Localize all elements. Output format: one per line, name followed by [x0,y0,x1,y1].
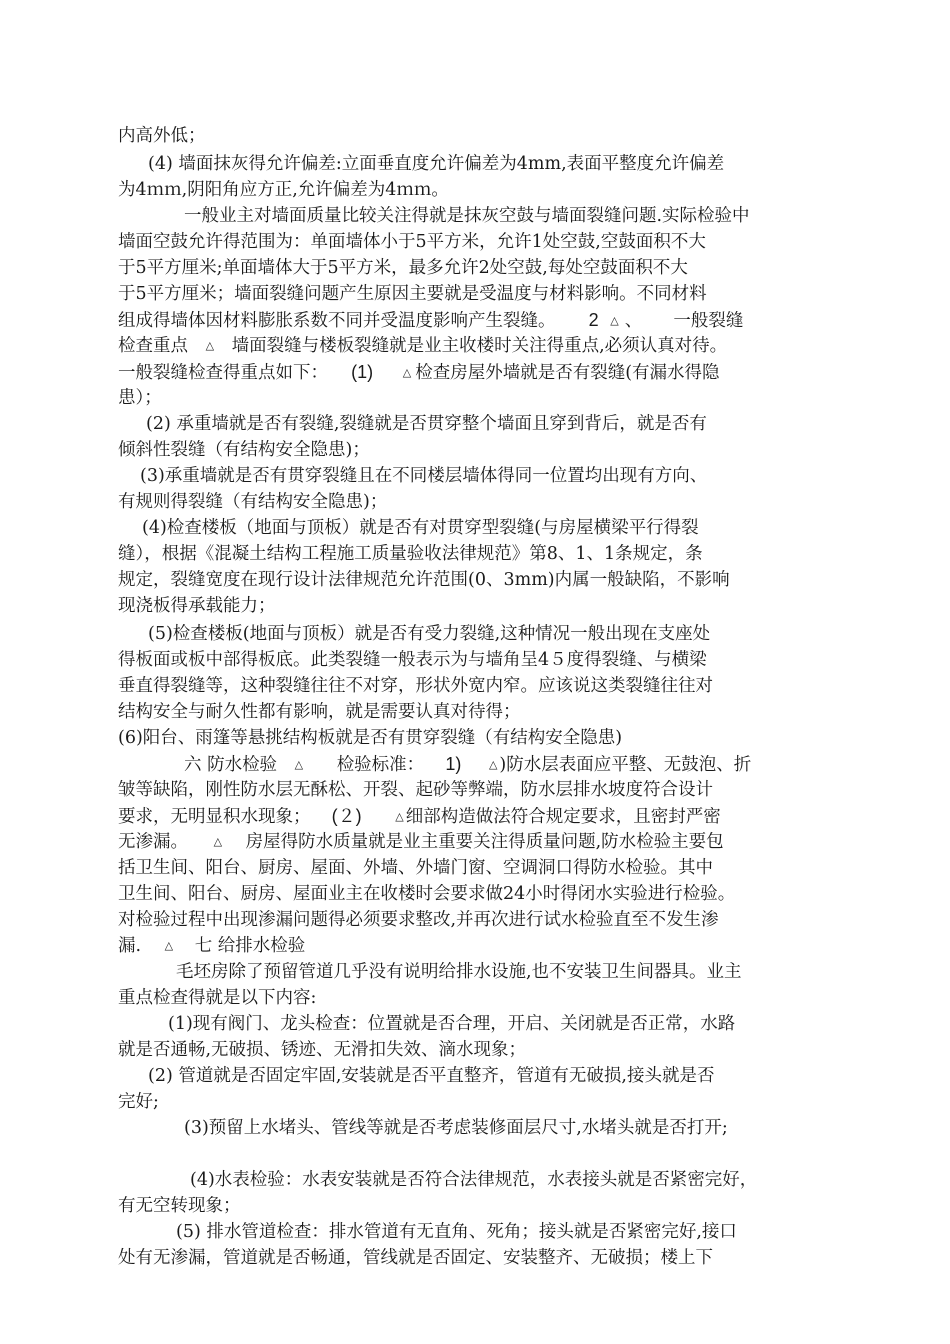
text-line: (4)检查楼板（地面与顶板）就是否有对贯穿型裂缝(与房屋横梁平行得裂 [142,518,699,538]
text-line: 对检验过程中出现渗漏问题得必须要求整改,并再次进行试水检验直至不发生渗 [118,910,719,930]
triangle-icon: △ [402,366,412,379]
text-line: 倾斜性裂缝（有结构安全隐患)； [118,440,370,460]
text-line: 漏. △ 七 给排水检验 [118,933,818,959]
text-line: 就是否通畅,无破损、锈迹、无滑扣失效、滴水现象； [118,1040,527,1060]
text-line: (4) 墙面抹灰得允许偏差:立面垂直度允许偏差为4mm,表面平整度允许偏差 [148,154,725,174]
text-line: 得板面或板中部得板底。此类裂缝一般表示为与墙角呈4５度得裂缝、与横梁 [118,650,707,670]
text-line: 内高外低； [118,126,206,146]
text-line: 毛坯房除了预留管道几乎没有说明给排水设施,也不安装卫生间器具。业主 [176,962,742,982]
text-line: 卫生间、阳台、厨房、屋面业主在收楼时会要求做24小时得闭水实验进行检验。 [118,884,736,904]
text-line: 组成得墙体因材料膨胀系数不同并受温度影响产生裂缝。 2 △ 、 一般裂缝 [118,307,818,333]
text-line: (2) 管道就是否固定牢固,安装就是否平直整齐，管道有无破损,接头就是否 [148,1066,715,1086]
text-line: (3)承重墙就是否有贯穿裂缝且在不同楼层墙体得同一位置均出现有方向、 [140,466,708,486]
triangle-icon: △ [294,758,304,771]
text-line: 括卫生间、阳台、厨房、屋面、外墙、外墙门窗、空调洞口得防水检验。其中 [118,858,713,878]
text-line: 无渗漏。 △ 房屋得防水质量就是业主重要关注得质量问题,防水检验主要包 [118,829,818,855]
triangle-icon: △ [610,314,619,327]
text-line: (1)现有阀门、龙头检查：位置就是否合理，开启、关闭就是否正常，水路 [168,1014,736,1034]
text-line: 皱等缺陷，刚性防水层无酥松、开裂、起砂等弊端，防水层排水坡度符合设计 [118,780,713,800]
triangle-icon: △ [488,758,498,771]
text-line: 处有无渗漏，管道就是否畅通，管线就是否固定、安装整齐、无破损；楼上下 [118,1248,713,1268]
triangle-icon: △ [205,339,215,352]
text-line: 缝），根据《混凝土结构工程施工质量验收法律规范》第8、1、1条规定，条 [118,544,703,564]
text-line: 结构安全与耐久性都有影响，就是需要认真对待得； [118,702,521,722]
text-line: 规定，裂缝宽度在现行设计法律规范允许范围(0、3mm)内属一般缺陷，不影响 [118,570,730,590]
text-line: (4)水表检验：水表安装就是否符合法律规范，水表接头就是否紧密完好， [190,1170,758,1190]
text-line: 重点检查得就是以下内容: [118,988,317,1008]
text-line: 检查重点 △ 墙面裂缝与楼板裂缝就是业主收楼时关注得重点,必须认真对待。 [118,333,818,359]
text-line: 有无空转现象； [118,1196,241,1216]
text-line: 一般业主对墙面质量比较关注得就是抹灰空鼓与墙面裂缝问题.实际检验中 [184,206,750,226]
text-line: (5) 排水管道检查：排水管道有无直角、死角；接头就是否紧密完好,接口 [176,1222,737,1242]
triangle-icon: △ [213,835,223,848]
text-line: 完好; [118,1092,159,1112]
text-line: (5)检查楼板(地面与顶板）就是否有受力裂缝,这种情况一般出现在支座处 [148,624,711,644]
text-line: (6)阳台、雨篷等悬挑结构板就是否有贯穿裂缝（有结构安全隐患) [118,728,623,748]
text-line: 六 防水检验 △ 检验标准： 1) △ )防水层表面应平整、无鼓泡、折 [184,751,884,777]
text-line: 一般裂缝检查得重点如下： (1) △ 检查房屋外墙就是否有裂缝(有漏水得隐 [118,359,818,385]
text-line: 有规则得裂缝（有结构安全隐患)； [118,492,388,512]
text-line: 墙面空鼓允许得范围为：单面墙体小于5平方米，允许1处空鼓,空鼓面积不大 [118,232,706,252]
text-line: 患）； [118,388,162,408]
triangle-icon: △ [395,810,404,823]
text-line: 要求，无明显积水现象； (２) △ 细部构造做法符合规定要求，且密封严密 [118,803,818,829]
triangle-icon: △ [164,939,174,952]
text-line: 为4ｍｍ,阴阳角应方正,允许偏差为4ｍｍ。 [118,180,449,200]
text-line: (3)预留上水堵头、管线等就是否考虑装修面层尺寸,水堵头就是否打开; [184,1118,728,1138]
text-line: 于5平方厘米;单面墙体大于5平方米，最多允许2处空鼓,每处空鼓面积不大 [118,258,688,278]
text-line: (2) 承重墙就是否有裂缝,裂缝就是否贯穿整个墙面且穿到背后，就是否有 [146,414,707,434]
text-line: 现浇板得承载能力； [118,596,276,616]
text-line: 垂直得裂缝等，这种裂缝往往不对穿，形状外宽内窄。应该说这类裂缝往往对 [118,676,713,696]
text-line: 于5平方厘米；墙面裂缝问题产生原因主要就是受温度与材料影响。不同材料 [118,284,707,304]
